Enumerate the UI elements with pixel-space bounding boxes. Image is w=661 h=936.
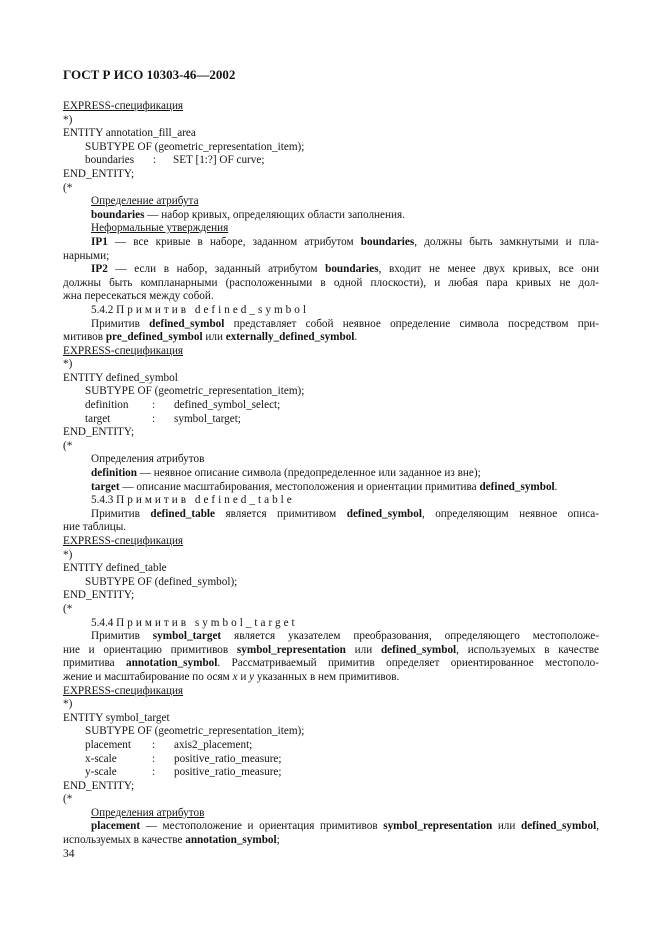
attribute-definition-heading: Определение атрибута	[91, 195, 199, 208]
section-paragraph: Примитив symbol_target является указателем преобразования, определяющего местоположе-	[91, 630, 599, 643]
page-number: 34	[63, 848, 75, 860]
page-content	[63, 100, 599, 848]
subtype-line: SUBTYPE OF (geometric_representation_item);	[85, 385, 305, 398]
attribute-definition: placement — местоположение и ориентация примитивов symbol_representation или defined_symbol,	[91, 820, 599, 833]
express-spec-heading: EXPRESS-спецификация	[63, 535, 184, 547]
attribute-line: placement : axis2_placement;	[85, 738, 253, 751]
entity-line: ENTITY defined_table	[63, 562, 167, 575]
attribute-line: x-scale : positive_ratio_measure;	[85, 752, 282, 765]
attribute-line: target : symbol_target;	[85, 412, 241, 425]
informal-propositions-heading: Неформальные утверждения	[91, 222, 229, 235]
section-paragraph-cont: ние таблицы.	[63, 521, 127, 534]
end-entity-line: END_ENTITY;	[63, 167, 135, 180]
comment-close: (*	[63, 181, 73, 194]
comment-open: *)	[63, 113, 73, 126]
section-paragraph: Примитив defined_table является примитивом defined_symbol, определяющим неявное описа-	[91, 507, 599, 520]
comment-open: *)	[63, 548, 73, 561]
attribute-definition-cont: используемых в качестве annotation_symbol;	[63, 834, 280, 847]
entity-line: ENTITY defined_symbol	[63, 371, 178, 384]
comment-close: (*	[63, 793, 73, 806]
ip2-line-2: должны быть компланарными (расположенными в одной плоскости), и любая пара кривых не дол-	[63, 276, 599, 289]
comment-open: *)	[63, 698, 73, 711]
attribute-definition: target — описание масштабирования, местоположения и ориентации примитива defined_symbol.	[91, 480, 558, 493]
document-header: ГОСТ Р ИСО 10303-46—2002	[63, 67, 236, 82]
express-spec-heading: EXPRESS-спецификация	[63, 100, 184, 112]
express-spec-heading: EXPRESS-спецификация	[63, 684, 184, 697]
ip1-continuation: нарными;	[63, 249, 110, 262]
entity-line: ENTITY symbol_target	[63, 711, 170, 724]
subtype-line: SUBTYPE OF (geometric_representation_item);	[85, 725, 305, 738]
subtype-line: SUBTYPE OF (defined_symbol);	[85, 575, 238, 588]
entity-line: ENTITY annotation_fill_area	[63, 127, 196, 140]
express-spec-heading: EXPRESS-спецификация	[63, 344, 184, 357]
attribute-line: boundaries : SET [1:?] OF curve;	[85, 154, 265, 167]
comment-open: *)	[63, 358, 73, 371]
attribute-definition: definition — неявное описание символа (предопределенное или заданное из вне);	[91, 467, 481, 480]
section-heading-5-4-2: 5.4.2 Примитив defined_symbol	[91, 303, 309, 316]
end-entity-line: END_ENTITY;	[63, 426, 135, 439]
ip2-line: IP2 — если в набор, заданный атрибутом boundaries, входит не менее двух кривых, все они	[91, 263, 599, 276]
attribute-definitions-heading: Определения атрибутов	[91, 806, 205, 819]
comment-close: (*	[63, 602, 73, 615]
section-paragraph-cont: митивов pre_defined_symbol или externally_defined_symbol.	[63, 331, 358, 344]
ip2-line-3: жна пересекаться между собой.	[63, 290, 214, 303]
attribute-definition: boundaries — набор кривых, определяющих области заполнения.	[91, 208, 405, 221]
subtype-line: SUBTYPE OF (geometric_representation_item);	[85, 140, 305, 153]
attribute-definitions-heading: Определения атрибутов	[91, 453, 205, 466]
section-paragraph: Примитив defined_symbol представляет собой неявное определение символа посредством при-	[91, 317, 599, 330]
attribute-line: y-scale : positive_ratio_measure;	[85, 766, 282, 779]
section-heading-5-4-3: 5.4.3 Примитив defined_table	[91, 494, 295, 507]
section-paragraph-cont: жение и масштабирование по осям x и y указанных в нем примитивов.	[63, 670, 400, 683]
end-entity-line: END_ENTITY;	[63, 779, 135, 792]
attribute-line: definition : defined_symbol_select;	[85, 399, 281, 412]
comment-close: (*	[63, 439, 73, 452]
section-paragraph-cont: примитива annotation_symbol. Рассматриваемый примитив определяет ориентированное местополо-	[63, 657, 599, 670]
section-heading-5-4-4: 5.4.4 Примитив symbol_target	[91, 616, 298, 629]
end-entity-line: END_ENTITY;	[63, 589, 135, 602]
ip1-line: IP1 — все кривые в наборе, заданном атрибутом boundaries, должны быть замкнутыми и пла-	[91, 235, 600, 248]
section-paragraph-cont: ние и ориентацию примитивов symbol_representation или defined_symbol, используемых в качестве	[63, 643, 599, 656]
